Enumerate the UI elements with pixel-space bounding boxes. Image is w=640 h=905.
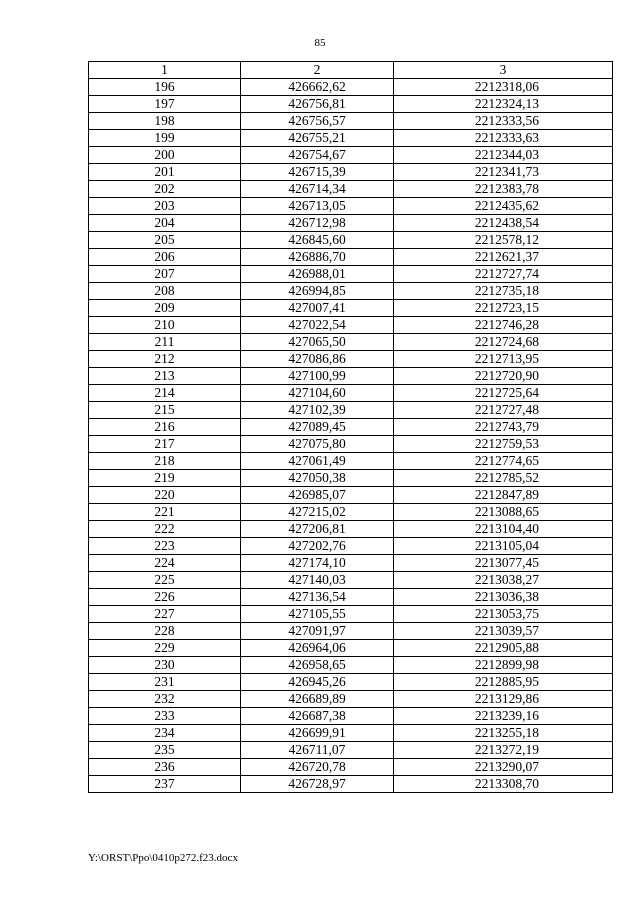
point-number-cell: 206	[89, 249, 241, 266]
x-coordinate-cell: 426715,39	[241, 164, 394, 181]
x-coordinate-cell: 427104,60	[241, 385, 394, 402]
table-header-row	[89, 62, 613, 79]
x-coordinate-cell: 427100,99	[241, 368, 394, 385]
y-coordinate-cell: 2212713,95	[394, 351, 613, 368]
point-number-cell: 237	[89, 776, 241, 793]
point-number-cell: 230	[89, 657, 241, 674]
table-row	[89, 436, 613, 453]
point-number-cell: 226	[89, 589, 241, 606]
point-number-cell: 215	[89, 402, 241, 419]
y-coordinate-cell: 2212333,63	[394, 130, 613, 147]
y-coordinate-cell: 2212905,88	[394, 640, 613, 657]
table-row	[89, 776, 613, 793]
point-number-cell: 198	[89, 113, 241, 130]
table-row	[89, 487, 613, 504]
table-row	[89, 691, 613, 708]
point-number-cell: 208	[89, 283, 241, 300]
table-row	[89, 623, 613, 640]
y-coordinate-cell: 2213038,27	[394, 572, 613, 589]
x-coordinate-cell: 426755,21	[241, 130, 394, 147]
x-coordinate-cell: 427075,80	[241, 436, 394, 453]
y-coordinate-cell: 2212774,65	[394, 453, 613, 470]
column-header-3: 3	[394, 62, 613, 79]
point-number-cell: 221	[89, 504, 241, 521]
table-row	[89, 215, 613, 232]
x-coordinate-cell: 426714,34	[241, 181, 394, 198]
x-coordinate-cell: 426988,01	[241, 266, 394, 283]
x-coordinate-cell: 426720,78	[241, 759, 394, 776]
table-row	[89, 113, 613, 130]
point-number-cell: 196	[89, 79, 241, 96]
table-row	[89, 334, 613, 351]
point-number-cell: 200	[89, 147, 241, 164]
point-number-cell: 207	[89, 266, 241, 283]
x-coordinate-cell: 427102,39	[241, 402, 394, 419]
point-number-cell: 224	[89, 555, 241, 572]
y-coordinate-cell: 2212435,62	[394, 198, 613, 215]
point-number-cell: 229	[89, 640, 241, 657]
table-row	[89, 521, 613, 538]
y-coordinate-cell: 2212383,78	[394, 181, 613, 198]
table-row	[89, 368, 613, 385]
y-coordinate-cell: 2213290,07	[394, 759, 613, 776]
y-coordinate-cell: 2212324,13	[394, 96, 613, 113]
column-header-2: 2	[241, 62, 394, 79]
table-row	[89, 351, 613, 368]
table-body	[89, 79, 613, 793]
point-number-cell: 235	[89, 742, 241, 759]
point-number-cell: 227	[89, 606, 241, 623]
point-number-cell: 214	[89, 385, 241, 402]
y-coordinate-cell: 2212723,15	[394, 300, 613, 317]
y-coordinate-cell: 2213105,04	[394, 538, 613, 555]
x-coordinate-cell: 426689,89	[241, 691, 394, 708]
x-coordinate-cell: 426756,57	[241, 113, 394, 130]
table-row	[89, 249, 613, 266]
x-coordinate-cell: 426945,26	[241, 674, 394, 691]
point-number-cell: 212	[89, 351, 241, 368]
table-row	[89, 453, 613, 470]
point-number-cell: 231	[89, 674, 241, 691]
y-coordinate-cell: 2212333,56	[394, 113, 613, 130]
point-number-cell: 228	[89, 623, 241, 640]
x-coordinate-cell: 426958,65	[241, 657, 394, 674]
y-coordinate-cell: 2212735,18	[394, 283, 613, 300]
x-coordinate-cell: 426713,05	[241, 198, 394, 215]
table-row	[89, 504, 613, 521]
x-coordinate-cell: 426662,62	[241, 79, 394, 96]
table-row	[89, 759, 613, 776]
y-coordinate-cell: 2212621,37	[394, 249, 613, 266]
point-number-cell: 232	[89, 691, 241, 708]
point-number-cell: 234	[89, 725, 241, 742]
coordinates-table	[88, 61, 613, 793]
y-coordinate-cell: 2213239,16	[394, 708, 613, 725]
y-coordinate-cell: 2212724,68	[394, 334, 613, 351]
table-row	[89, 725, 613, 742]
y-coordinate-cell: 2212344,03	[394, 147, 613, 164]
y-coordinate-cell: 2212759,53	[394, 436, 613, 453]
y-coordinate-cell: 2213255,18	[394, 725, 613, 742]
point-number-cell: 205	[89, 232, 241, 249]
point-number-cell: 201	[89, 164, 241, 181]
point-number-cell: 211	[89, 334, 241, 351]
table-row	[89, 232, 613, 249]
x-coordinate-cell: 427050,38	[241, 470, 394, 487]
table-row	[89, 555, 613, 572]
point-number-cell: 218	[89, 453, 241, 470]
table-row	[89, 96, 613, 113]
y-coordinate-cell: 2212727,74	[394, 266, 613, 283]
x-coordinate-cell: 426994,85	[241, 283, 394, 300]
x-coordinate-cell: 427206,81	[241, 521, 394, 538]
point-number-cell: 219	[89, 470, 241, 487]
point-number-cell: 220	[89, 487, 241, 504]
table-row	[89, 266, 613, 283]
x-coordinate-cell: 427136,54	[241, 589, 394, 606]
point-number-cell: 197	[89, 96, 241, 113]
table-row	[89, 589, 613, 606]
x-coordinate-cell: 426985,07	[241, 487, 394, 504]
table-row	[89, 300, 613, 317]
x-coordinate-cell: 426756,81	[241, 96, 394, 113]
y-coordinate-cell: 2213308,70	[394, 776, 613, 793]
page-number: 85	[314, 37, 326, 49]
x-coordinate-cell: 426886,70	[241, 249, 394, 266]
x-coordinate-cell: 427022,54	[241, 317, 394, 334]
x-coordinate-cell: 426687,38	[241, 708, 394, 725]
y-coordinate-cell: 2213053,75	[394, 606, 613, 623]
x-coordinate-cell: 426712,98	[241, 215, 394, 232]
x-coordinate-cell: 427215,02	[241, 504, 394, 521]
table-row	[89, 674, 613, 691]
table-row	[89, 640, 613, 657]
y-coordinate-cell: 2213036,38	[394, 589, 613, 606]
point-number-cell: 210	[89, 317, 241, 334]
table-row	[89, 742, 613, 759]
y-coordinate-cell: 2212885,95	[394, 674, 613, 691]
point-number-cell: 213	[89, 368, 241, 385]
table-row	[89, 164, 613, 181]
y-coordinate-cell: 2213272,19	[394, 742, 613, 759]
y-coordinate-cell: 2212847,89	[394, 487, 613, 504]
point-number-cell: 233	[89, 708, 241, 725]
x-coordinate-cell: 426699,91	[241, 725, 394, 742]
y-coordinate-cell: 2212318,06	[394, 79, 613, 96]
x-coordinate-cell: 427007,41	[241, 300, 394, 317]
x-coordinate-cell: 426711,07	[241, 742, 394, 759]
y-coordinate-cell: 2212727,48	[394, 402, 613, 419]
y-coordinate-cell: 2212725,64	[394, 385, 613, 402]
y-coordinate-cell: 2213039,57	[394, 623, 613, 640]
table-row	[89, 657, 613, 674]
y-coordinate-cell: 2212341,73	[394, 164, 613, 181]
table-row	[89, 572, 613, 589]
table-row	[89, 606, 613, 623]
x-coordinate-cell: 426754,67	[241, 147, 394, 164]
x-coordinate-cell: 427174,10	[241, 555, 394, 572]
table-row	[89, 147, 613, 164]
y-coordinate-cell: 2212578,12	[394, 232, 613, 249]
table-row	[89, 130, 613, 147]
x-coordinate-cell: 427089,45	[241, 419, 394, 436]
point-number-cell: 217	[89, 436, 241, 453]
x-coordinate-cell: 427086,86	[241, 351, 394, 368]
y-coordinate-cell: 2212720,90	[394, 368, 613, 385]
table-row	[89, 538, 613, 555]
x-coordinate-cell: 427105,55	[241, 606, 394, 623]
document-file-path: Y:\ORST\Ppo\0410p272.f23.docx	[88, 852, 238, 864]
x-coordinate-cell: 426964,06	[241, 640, 394, 657]
point-number-cell: 203	[89, 198, 241, 215]
x-coordinate-cell: 426728,97	[241, 776, 394, 793]
x-coordinate-cell: 426845,60	[241, 232, 394, 249]
point-number-cell: 202	[89, 181, 241, 198]
table-row	[89, 181, 613, 198]
y-coordinate-cell: 2213077,45	[394, 555, 613, 572]
point-number-cell: 204	[89, 215, 241, 232]
y-coordinate-cell: 2212785,52	[394, 470, 613, 487]
x-coordinate-cell: 427202,76	[241, 538, 394, 555]
x-coordinate-cell: 427140,03	[241, 572, 394, 589]
y-coordinate-cell: 2212899,98	[394, 657, 613, 674]
point-number-cell: 209	[89, 300, 241, 317]
table-row	[89, 708, 613, 725]
table-row	[89, 385, 613, 402]
x-coordinate-cell: 427065,50	[241, 334, 394, 351]
y-coordinate-cell: 2213129,86	[394, 691, 613, 708]
table-row	[89, 402, 613, 419]
table-row	[89, 283, 613, 300]
column-header-1: 1	[89, 62, 241, 79]
table-row	[89, 317, 613, 334]
point-number-cell: 223	[89, 538, 241, 555]
table-row	[89, 79, 613, 96]
y-coordinate-cell: 2212438,54	[394, 215, 613, 232]
point-number-cell: 216	[89, 419, 241, 436]
point-number-cell: 225	[89, 572, 241, 589]
point-number-cell: 222	[89, 521, 241, 538]
y-coordinate-cell: 2213088,65	[394, 504, 613, 521]
y-coordinate-cell: 2213104,40	[394, 521, 613, 538]
table-row	[89, 419, 613, 436]
y-coordinate-cell: 2212746,28	[394, 317, 613, 334]
table-row	[89, 470, 613, 487]
point-number-cell: 199	[89, 130, 241, 147]
x-coordinate-cell: 427061,49	[241, 453, 394, 470]
x-coordinate-cell: 427091,97	[241, 623, 394, 640]
point-number-cell: 236	[89, 759, 241, 776]
table-row	[89, 198, 613, 215]
y-coordinate-cell: 2212743,79	[394, 419, 613, 436]
